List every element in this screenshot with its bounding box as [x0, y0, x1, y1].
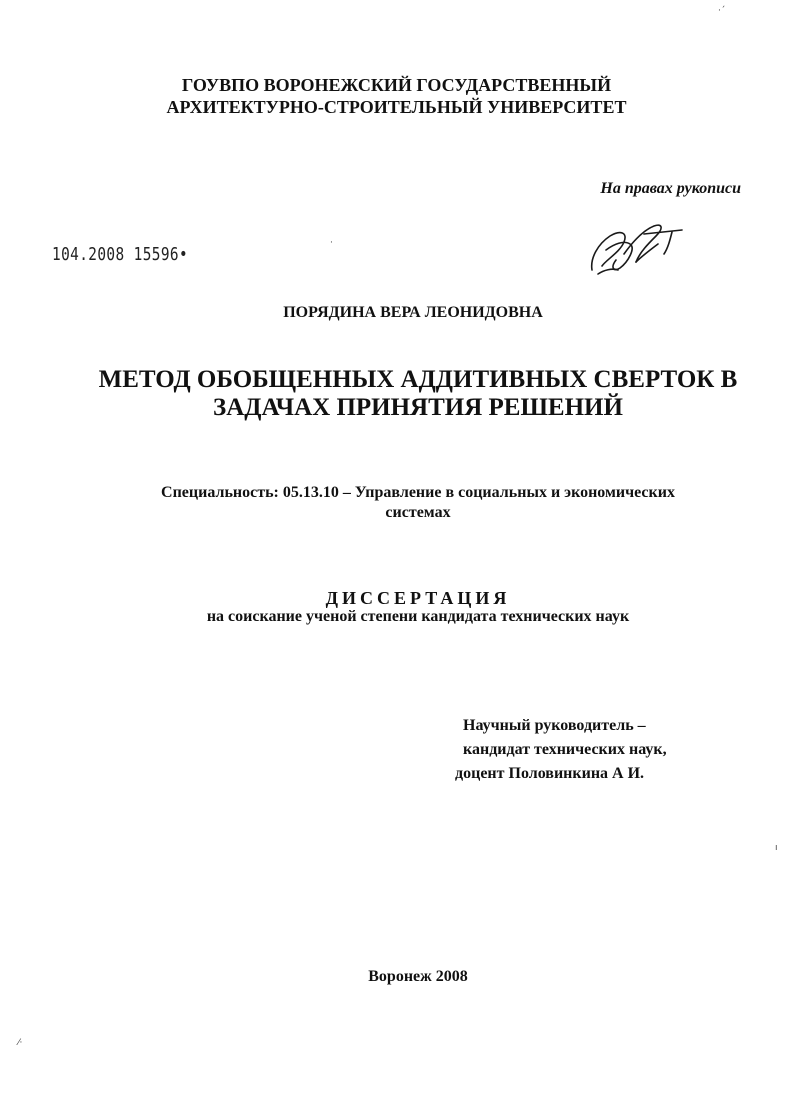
- signature-icon: [584, 214, 684, 278]
- title-line-2: ЗАДАЧАХ ПРИНЯТИЯ РЕШЕНИЙ: [213, 394, 623, 421]
- dissertation-title: [0, 366, 793, 422]
- place-and-year: Воронеж 2008: [368, 968, 468, 985]
- scan-speck: ·´: [718, 6, 726, 16]
- title-line-1: МЕТОД ОБОБЩЕННЫХ АДДИТИВНЫХ СВЕРТОК В: [98, 366, 738, 393]
- university-line-1: ГОУВПО ВОРОНЕЖСКИЙ ГОСУДАРСТВЕННЫЙ: [181, 75, 612, 95]
- university-line-2: АРХИТЕКТУРНО-СТРОИТЕЛЬНЫЙ УНИВЕРСИТЕТ: [166, 97, 627, 117]
- supervisor-line-2: кандидат технических наук,: [463, 741, 667, 758]
- degree-sought: на соискание ученой степени кандидата технических наук: [206, 608, 630, 625]
- registration-stamp: [52, 244, 188, 265]
- supervisor-line-3: доцент Половинкина А И.: [455, 765, 645, 782]
- registration-number: 104.2008 15596: [52, 244, 179, 265]
- manuscript-rights-note: На правах рукописи: [600, 180, 741, 197]
- scan-speck: ı: [775, 843, 778, 853]
- scan-speck: ·: [330, 238, 333, 248]
- supervisor-block: [455, 714, 667, 786]
- specialty-line-2: системах: [385, 504, 451, 521]
- specialty: [0, 483, 793, 523]
- author-name: ПОРЯДИНА ВЕРА ЛЕОНИДОВНА: [283, 304, 543, 321]
- document-type: ДИССЕРТАЦИЯ: [325, 588, 511, 608]
- scan-speck: ⁄·: [18, 1038, 23, 1048]
- specialty-line-1: Специальность: 05.13.10 – Управление в социальных и экономических: [161, 484, 675, 501]
- university-header: [0, 74, 793, 118]
- stamp-dot: •: [178, 244, 189, 265]
- supervisor-line-1: Научный руководитель –: [463, 717, 646, 734]
